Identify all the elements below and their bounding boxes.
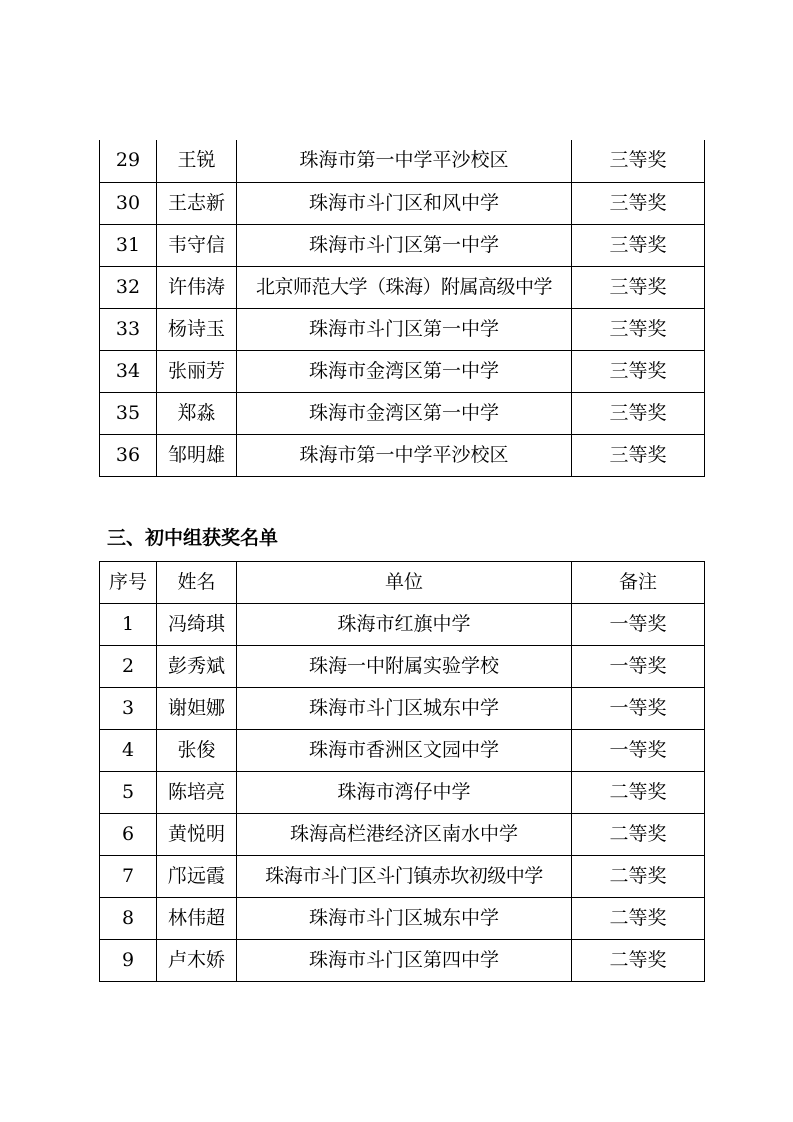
school-name: 珠海市斗门区斗门镇赤坎初级中学: [237, 856, 572, 898]
school-name: 珠海市金湾区第一中学: [237, 350, 572, 392]
row-number: 36: [100, 434, 157, 476]
winner-name: 谢妲娜: [157, 688, 237, 730]
winner-name: 陈培亮: [157, 772, 237, 814]
school-name: 珠海市金湾区第一中学: [237, 392, 572, 434]
table-row: [100, 814, 705, 856]
school-name: 珠海一中附属实验学校: [237, 646, 572, 688]
award-level: 二等奖: [572, 856, 705, 898]
row-number: 31: [100, 224, 157, 266]
award-level: 一等奖: [572, 604, 705, 646]
school-name: 珠海市斗门区第一中学: [237, 224, 572, 266]
table-row: [100, 392, 705, 434]
header-note: 备注: [572, 562, 705, 604]
school-name: 珠海市斗门区城东中学: [237, 688, 572, 730]
winner-name: 黄悦明: [157, 814, 237, 856]
table-row: [100, 266, 705, 308]
award-level: 三等奖: [572, 266, 705, 308]
award-level: 三等奖: [572, 392, 705, 434]
row-number: 9: [100, 940, 157, 982]
award-level: 三等奖: [572, 140, 705, 182]
row-number: 30: [100, 182, 157, 224]
award-level: 一等奖: [572, 646, 705, 688]
winner-name: 卢木娇: [157, 940, 237, 982]
row-number: 8: [100, 898, 157, 940]
award-level: 三等奖: [572, 182, 705, 224]
school-name: 珠海市斗门区第四中学: [237, 940, 572, 982]
winner-name: 王志新: [157, 182, 237, 224]
school-name: 珠海市红旗中学: [237, 604, 572, 646]
school-name: 珠海市第一中学平沙校区: [237, 140, 572, 182]
table-row: [100, 182, 705, 224]
row-number: 3: [100, 688, 157, 730]
table-row: [100, 688, 705, 730]
table-header-row: [100, 562, 705, 604]
row-number: 34: [100, 350, 157, 392]
row-number: 29: [100, 140, 157, 182]
award-level: 三等奖: [572, 350, 705, 392]
row-number: 7: [100, 856, 157, 898]
award-table-continued: [99, 140, 705, 477]
row-number: 6: [100, 814, 157, 856]
row-number: 1: [100, 604, 157, 646]
row-number: 2: [100, 646, 157, 688]
table-row: [100, 434, 705, 476]
table-row: [100, 140, 705, 182]
table-row: [100, 350, 705, 392]
award-level: 二等奖: [572, 814, 705, 856]
winner-name: 张俊: [157, 730, 237, 772]
award-level: 三等奖: [572, 434, 705, 476]
winner-name: 冯绮琪: [157, 604, 237, 646]
winner-name: 彭秀斌: [157, 646, 237, 688]
header-unit: 单位: [237, 562, 572, 604]
school-name: 珠海高栏港经济区南水中学: [237, 814, 572, 856]
table-row: [100, 940, 705, 982]
school-name: 珠海市香洲区文园中学: [237, 730, 572, 772]
row-number: 32: [100, 266, 157, 308]
table-row: [100, 730, 705, 772]
school-name: 珠海市湾仔中学: [237, 772, 572, 814]
winner-name: 王锐: [157, 140, 237, 182]
award-level: 二等奖: [572, 940, 705, 982]
table-row: [100, 646, 705, 688]
header-name: 姓名: [157, 562, 237, 604]
award-level: 一等奖: [572, 730, 705, 772]
winner-name: 张丽芳: [157, 350, 237, 392]
winner-name: 邝远霞: [157, 856, 237, 898]
school-name: 珠海市第一中学平沙校区: [237, 434, 572, 476]
award-level: 二等奖: [572, 898, 705, 940]
row-number: 5: [100, 772, 157, 814]
junior-high-award-table-body: [100, 562, 705, 982]
award-level: 二等奖: [572, 772, 705, 814]
row-number: 4: [100, 730, 157, 772]
winner-name: 韦守信: [157, 224, 237, 266]
table-row: [100, 772, 705, 814]
award-level: 三等奖: [572, 224, 705, 266]
award-level: 三等奖: [572, 308, 705, 350]
school-name: 珠海市斗门区城东中学: [237, 898, 572, 940]
table-row: [100, 856, 705, 898]
row-number: 33: [100, 308, 157, 350]
row-number: 35: [100, 392, 157, 434]
table-row: [100, 308, 705, 350]
award-table-continued-body: [100, 140, 705, 476]
table-row: [100, 224, 705, 266]
winner-name: 邹明雄: [157, 434, 237, 476]
winner-name: 杨诗玉: [157, 308, 237, 350]
award-level: 一等奖: [572, 688, 705, 730]
school-name: 珠海市斗门区第一中学: [237, 308, 572, 350]
header-number: 序号: [100, 562, 157, 604]
table-row: [100, 898, 705, 940]
junior-high-award-table: [99, 561, 705, 982]
section-title: 三、初中组获奖名单: [107, 527, 279, 549]
winner-name: 林伟超: [157, 898, 237, 940]
table-row: [100, 604, 705, 646]
winner-name: 许伟涛: [157, 266, 237, 308]
winner-name: 郑淼: [157, 392, 237, 434]
school-name: 珠海市斗门区和风中学: [237, 182, 572, 224]
school-name: 北京师范大学（珠海）附属高级中学: [237, 266, 572, 308]
